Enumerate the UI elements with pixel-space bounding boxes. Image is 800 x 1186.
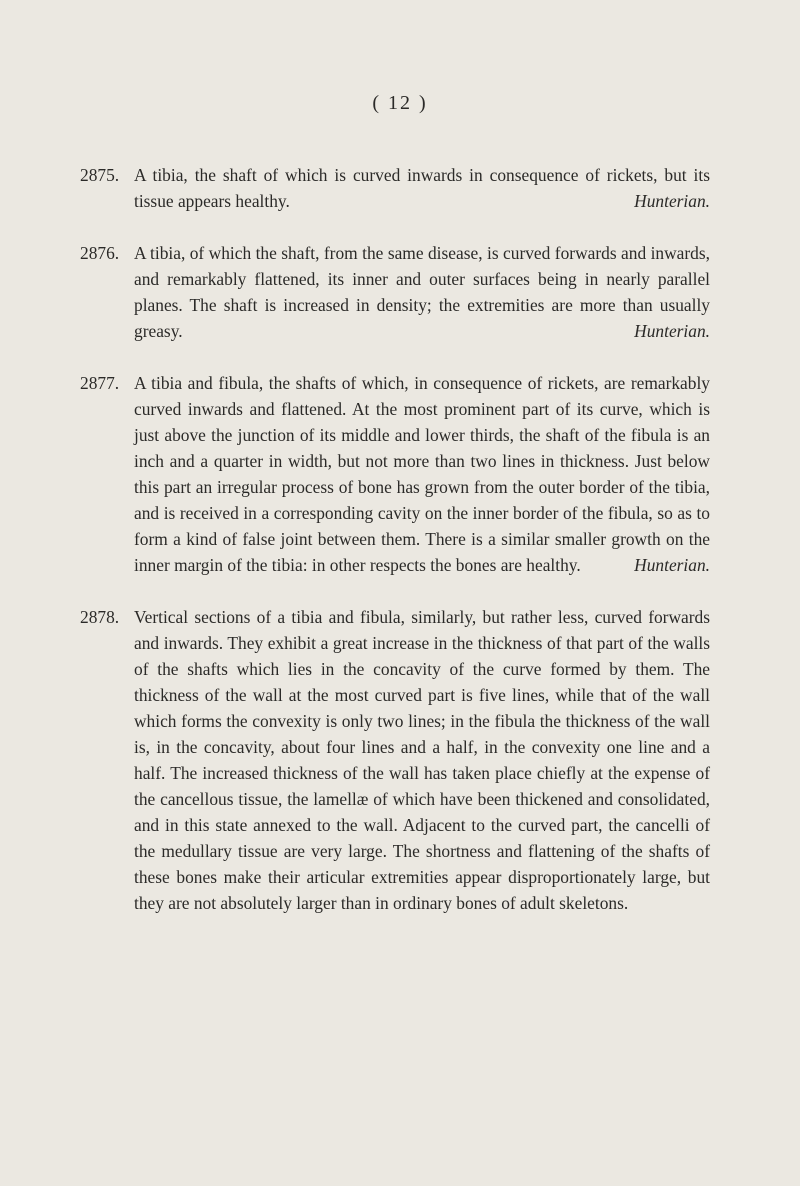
catalogue-entry bbox=[80, 370, 710, 578]
entry-number: 2876. bbox=[80, 243, 120, 263]
entry-text: A tibia, the shaft of which is curved inwards in consequence of rickets, but its tissue appears healthy. bbox=[134, 165, 710, 211]
catalogue-entries bbox=[80, 162, 710, 944]
entry-collection: Hunterian. bbox=[634, 555, 710, 575]
catalogue-entry bbox=[80, 162, 710, 214]
entry-text: Vertical sections of a tibia and fibula, similarly, but rather less, curved forwards and inwards. They exhibit a great increase in the thickness of that part of the walls of the shafts which lies in the concavity of the curve formed by them. The thickness of the wall at the most curved part is five lines, while that of the wall which forms the convexity is only two lines; in the fibula the thickness of the wall is, in the concavity, about four lines and a half, in the convexity one line and a half. The increased thickness of the wall has taken place chiefly at the expense of the cancellous tissue, the lamellæ of which have been thickened and consolidated, and in this state annexed to the wall. Adjacent to the curved part, the cancelli of the medullary tissue are very large. The shortness and flattening of the shafts of these bones make their articular extremities appear disproportionately large, but they are not absolutely larger than in ordinary bones of adult skeletons. bbox=[134, 607, 710, 913]
entry-collection: Hunterian. bbox=[634, 191, 710, 211]
page-number: ( 12 ) bbox=[372, 92, 428, 114]
entry-text: A tibia and fibula, the shafts of which, in consequence of rickets, are remarkably curved inwards and flattened. At the most prominent part of its curve, which is just above the junction of its middle and lower thirds, the shaft of the fibula is an inch and a quarter in width, but not more than two lines in thickness. Just below this part an irregular process of bone has grown from the outer border of the tibia, and is received in a corresponding cavity on the inner border of the fibula, so as to form a kind of false joint between them. There is a similar smaller growth on the inner margin of the tibia: in other respects the bones are healthy. bbox=[134, 373, 710, 575]
entry-number: 2875. bbox=[80, 165, 120, 185]
catalogue-entry bbox=[80, 240, 710, 344]
entry-number: 2877. bbox=[80, 373, 120, 393]
catalogue-entry bbox=[80, 604, 710, 916]
entry-collection: Hunterian. bbox=[634, 321, 710, 341]
entry-number: 2878. bbox=[80, 607, 120, 627]
entry-text: A tibia, of which the shaft, from the same disease, is curved forwards and inwards, and remarkably flattened, its inner and outer surfaces being in nearly parallel planes. The shaft is increased in density; the extremities are more than usually greasy. bbox=[134, 243, 710, 341]
